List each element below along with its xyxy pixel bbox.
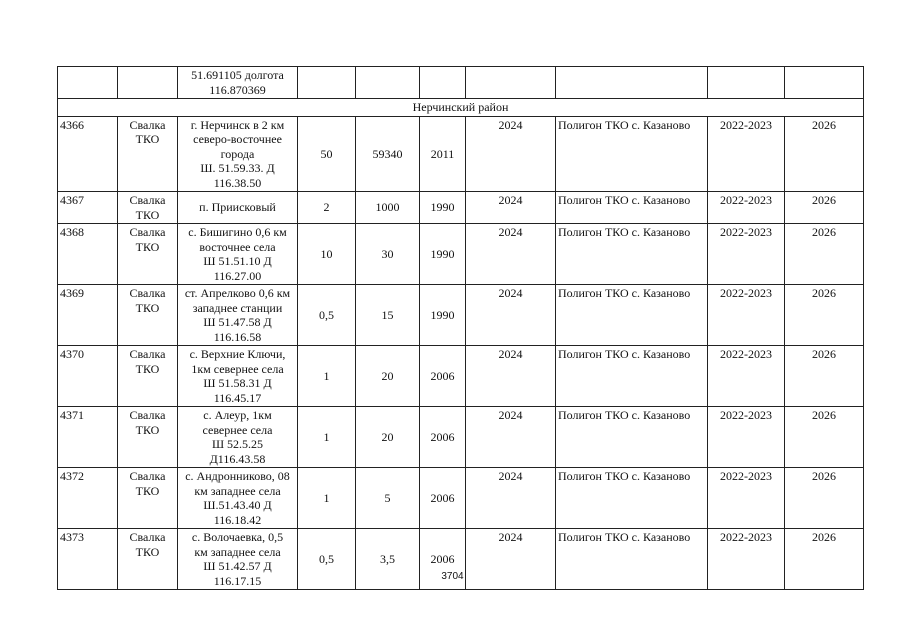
cell-polygon: Полигон ТКО с. Казаново	[556, 285, 708, 346]
cell-final: 2026	[785, 407, 864, 468]
cell-location-line: с. Алеур, 1км	[203, 408, 272, 422]
cell-volume: 59340	[356, 116, 420, 192]
cell-location-line: 116.38.50	[213, 175, 262, 190]
cell-location-line: 1км севернее села	[191, 361, 284, 376]
cell-volume: 15	[356, 285, 420, 346]
cell-location-line: Ш 51.58.31 Д	[203, 376, 272, 390]
table-row	[58, 192, 864, 224]
cell-build	[708, 67, 785, 99]
table-row	[58, 346, 864, 407]
cell-type	[118, 407, 178, 468]
cell-location-line: Ш.51.43.40 Д	[203, 498, 272, 512]
region-title: Нерчинский район	[58, 99, 864, 117]
cell-area: 10	[298, 224, 356, 285]
cell-year	[420, 67, 466, 99]
cell-location-line: севернее села	[202, 422, 273, 437]
cell-final: 2026	[785, 192, 864, 224]
cell-polygon	[556, 67, 708, 99]
cell-final: 2026	[785, 224, 864, 285]
cell-id: 4372	[58, 468, 118, 529]
cell-location-line: северо-восточнее	[193, 132, 282, 146]
cell-location-line: км западнее села	[194, 483, 281, 498]
cell-volume: 30	[356, 224, 420, 285]
cell-closure: 2024	[466, 407, 556, 468]
cell-location-line: Ш 51.51.10 Д	[203, 254, 272, 268]
table-row	[58, 407, 864, 468]
cell-location	[178, 192, 298, 224]
cell-closure: 2024	[466, 116, 556, 192]
table-body	[58, 67, 864, 590]
cell-location	[178, 346, 298, 407]
cell-closure: 2024	[466, 192, 556, 224]
cell-closure: 2024	[466, 285, 556, 346]
cell-location-line: Ш. 51.59.33. Д	[200, 161, 275, 175]
cell-location-line: с. Волочаевка, 0,5	[191, 530, 284, 544]
cell-final: 2026	[785, 468, 864, 529]
cell-final: 2026	[785, 346, 864, 407]
landfill-table	[57, 66, 864, 590]
cell-id: 4371	[58, 407, 118, 468]
cell-location-line: с. Андронниково, 08	[185, 469, 290, 483]
cell-location-line: Ш 52.5.25	[211, 437, 264, 451]
cell-build: 2022-2023	[708, 468, 785, 529]
cell-location	[178, 407, 298, 468]
cell-year: 2006	[420, 529, 466, 590]
cell-polygon: Полигон ТКО с. Казаново	[556, 529, 708, 590]
cell-year: 2006	[420, 468, 466, 529]
cell-polygon: Полигон ТКО с. Казаново	[556, 116, 708, 192]
cell-location-line: г. Нерчинск в 2 км	[190, 117, 285, 132]
cell-location	[178, 224, 298, 285]
cell-year: 2006	[420, 407, 466, 468]
cell-year: 1990	[420, 224, 466, 285]
cell-volume	[356, 67, 420, 99]
table-row	[58, 116, 864, 192]
cell-type	[118, 224, 178, 285]
cell-type-line: Свалка	[129, 408, 166, 422]
cell-final: 2026	[785, 285, 864, 346]
cell-type-line: Свалка	[129, 117, 166, 132]
cell-build: 2022-2023	[708, 346, 785, 407]
cell-type	[118, 116, 178, 192]
cell-build: 2022-2023	[708, 116, 785, 192]
cell-location-line: 116.27.00	[213, 268, 262, 283]
table-row	[58, 285, 864, 346]
cell-year: 2011	[420, 116, 466, 192]
cell-location-line: 116.18.42	[213, 512, 262, 527]
cell-location-line: 116.17.15	[213, 573, 262, 588]
cell-id: 4373	[58, 529, 118, 590]
table-row	[58, 224, 864, 285]
cell-location-line: п. Приисковый	[199, 200, 276, 215]
cell-build: 2022-2023	[708, 192, 785, 224]
cell-type	[118, 192, 178, 224]
cell-location-line: Ш 51.47.58 Д	[203, 315, 272, 329]
location-line: 116.870369	[209, 82, 266, 97]
cell-type-line: Свалка	[129, 347, 166, 361]
cell-type-line: ТКО	[135, 483, 160, 498]
cell-final	[785, 67, 864, 99]
cell-polygon: Полигон ТКО с. Казаново	[556, 407, 708, 468]
cell-location-line: с. Верхние Ключи,	[189, 347, 286, 361]
cell-type-line: Свалка	[129, 225, 166, 239]
location-line: 51.691105 долгота	[191, 68, 284, 82]
cell-location-line: города	[220, 146, 255, 161]
cell-year: 1990	[420, 192, 466, 224]
cell-location	[178, 67, 298, 99]
cell-volume: 20	[356, 407, 420, 468]
cell-closure: 2024	[466, 529, 556, 590]
cell-volume: 1000	[356, 192, 420, 224]
cell-id: 4368	[58, 224, 118, 285]
cell-area: 0,5	[298, 285, 356, 346]
page-number: 3704	[441, 571, 464, 582]
cell-volume: 3,5	[356, 529, 420, 590]
cell-build: 2022-2023	[708, 529, 785, 590]
cell-location-line: Д116.43.58	[209, 451, 266, 466]
cell-closure: 2024	[466, 468, 556, 529]
cell-area: 1	[298, 468, 356, 529]
cell-area: 0,5	[298, 529, 356, 590]
cell-type-line: ТКО	[135, 544, 160, 559]
cell-type-line: ТКО	[135, 132, 160, 146]
cell-type-line: ТКО	[135, 361, 160, 376]
cell-closure: 2024	[466, 224, 556, 285]
cell-type	[118, 468, 178, 529]
cell-area: 1	[298, 346, 356, 407]
cell-build: 2022-2023	[708, 407, 785, 468]
cell-location-line: Ш 51.42.57 Д	[203, 559, 272, 573]
continuation-row	[58, 67, 864, 99]
cell-polygon: Полигон ТКО с. Казаново	[556, 192, 708, 224]
cell-type-line: Свалка	[129, 469, 166, 483]
cell-location	[178, 116, 298, 192]
cell-area: 2	[298, 192, 356, 224]
cell-type-line: ТКО	[135, 300, 160, 315]
cell-type	[118, 285, 178, 346]
cell-location	[178, 468, 298, 529]
cell-closure	[466, 67, 556, 99]
cell-location-line: восточнее села	[199, 239, 276, 254]
cell-location-line: км западнее села	[194, 544, 281, 559]
cell-id: 4366	[58, 116, 118, 192]
cell-final: 2026	[785, 529, 864, 590]
cell-type-line: ТКО	[135, 239, 160, 254]
cell-type	[118, 346, 178, 407]
cell-year: 1990	[420, 285, 466, 346]
cell-year: 2006	[420, 346, 466, 407]
cell-id: 4370	[58, 346, 118, 407]
cell-location-line: западнее станции	[192, 300, 283, 315]
cell-area	[298, 67, 356, 99]
cell-type-line: Свалка	[129, 193, 166, 207]
cell-build: 2022-2023	[708, 285, 785, 346]
table-row	[58, 468, 864, 529]
cell-type-line: ТКО	[135, 422, 160, 437]
cell-area: 50	[298, 116, 356, 192]
cell-id: 4369	[58, 285, 118, 346]
cell-closure: 2024	[466, 346, 556, 407]
cell-type-line: ТКО	[135, 207, 160, 222]
cell-build: 2022-2023	[708, 224, 785, 285]
cell-location-line: 116.16.58	[213, 329, 262, 344]
cell-polygon: Полигон ТКО с. Казаново	[556, 346, 708, 407]
cell-location-line: ст. Апрелково 0,6 км	[184, 286, 291, 300]
cell-volume: 20	[356, 346, 420, 407]
cell-type	[118, 67, 178, 99]
cell-volume: 5	[356, 468, 420, 529]
cell-location	[178, 285, 298, 346]
cell-id: 4367	[58, 192, 118, 224]
cell-id	[58, 67, 118, 99]
cell-area: 1	[298, 407, 356, 468]
cell-type-line: Свалка	[129, 286, 166, 300]
cell-location-line: с. Бишигино 0,6 км	[188, 225, 287, 239]
cell-polygon: Полигон ТКО с. Казаново	[556, 468, 708, 529]
cell-type-line: Свалка	[129, 530, 166, 544]
cell-polygon: Полигон ТКО с. Казаново	[556, 224, 708, 285]
region-row	[58, 99, 864, 117]
cell-final: 2026	[785, 116, 864, 192]
cell-location-line: 116.45.17	[213, 390, 262, 405]
